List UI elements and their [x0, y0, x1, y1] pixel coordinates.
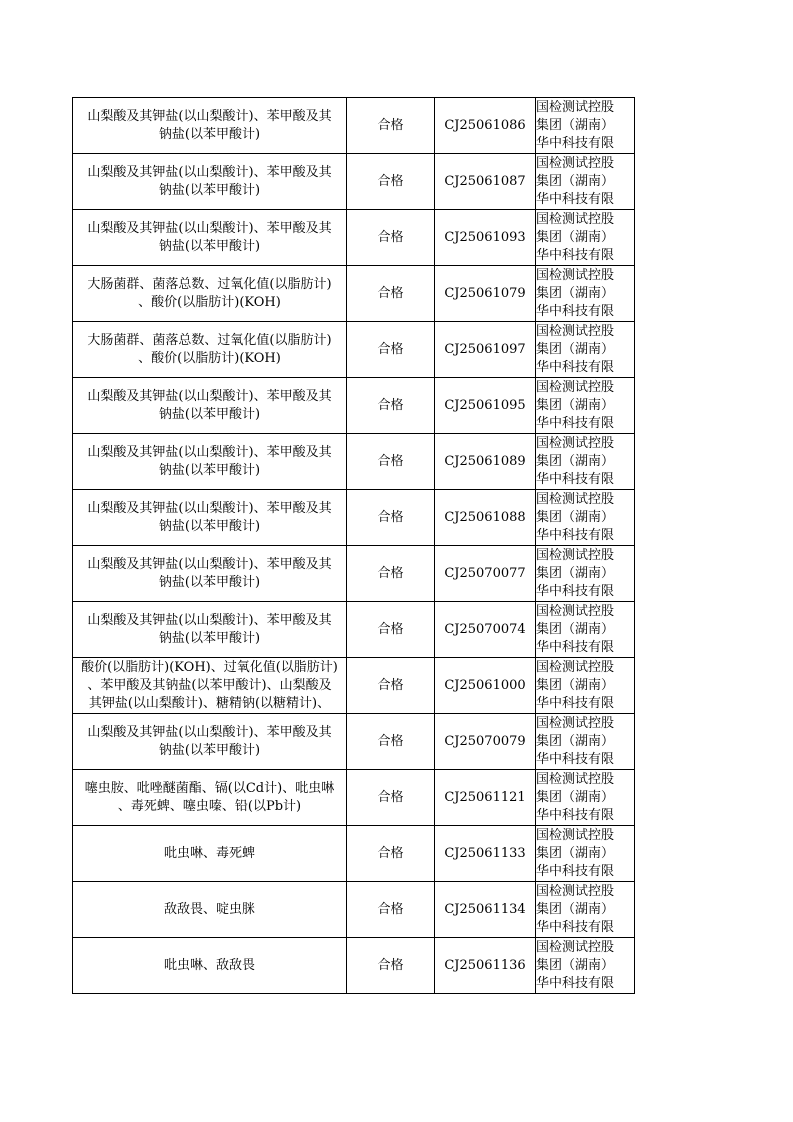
test-items-cell	[73, 658, 347, 714]
testing-org-line: 国检测试控股	[536, 715, 615, 731]
testing-org-line: 国检测试控股	[536, 99, 615, 115]
test-items-line: 吡虫啉、敌敌畏	[163, 957, 255, 973]
test-items-cell	[73, 322, 347, 378]
test-items-cell	[73, 434, 347, 490]
test-items-line: 酸价(以脂肪计)(KOH)、过氧化值(以脂肪计)	[81, 659, 338, 675]
test-items-line: 钠盐(以苯甲酸计)	[158, 182, 261, 198]
test-items-line: 山梨酸及其钾盐(以山梨酸计)、苯甲酸及其	[87, 444, 332, 460]
testing-org-line: 华中科技有限	[536, 695, 615, 711]
test-items-cell	[73, 98, 347, 154]
test-items-line: 敌敌畏、啶虫脒	[163, 901, 255, 917]
test-items-cell	[73, 602, 347, 658]
testing-org-cell	[536, 658, 635, 714]
test-items-line: 山梨酸及其钾盐(以山梨酸计)、苯甲酸及其	[87, 164, 332, 180]
test-items-line: 山梨酸及其钾盐(以山梨酸计)、苯甲酸及其	[87, 220, 332, 236]
testing-org-cell	[536, 98, 635, 154]
testing-org-cell	[536, 546, 635, 602]
test-items-line: 钠盐(以苯甲酸计)	[158, 518, 261, 534]
testing-org-line: 国检测试控股	[536, 771, 615, 787]
report-number-cell: CJ25061097	[435, 322, 536, 378]
test-items-cell	[73, 210, 347, 266]
test-items-line: 山梨酸及其钾盐(以山梨酸计)、苯甲酸及其	[87, 108, 332, 124]
report-number-cell: CJ25061088	[435, 490, 536, 546]
testing-org-cell	[536, 378, 635, 434]
test-items-line: 吡虫啉、毒死蜱	[163, 845, 255, 861]
testing-org-line: 国检测试控股	[536, 659, 615, 675]
testing-org-line: 集团（湖南）	[536, 173, 615, 189]
testing-org-cell	[536, 210, 635, 266]
result-cell: 合格	[347, 98, 435, 154]
testing-org-line: 国检测试控股	[536, 323, 615, 339]
result-cell: 合格	[347, 826, 435, 882]
testing-org-line: 集团（湖南）	[536, 285, 615, 301]
result-cell: 合格	[347, 434, 435, 490]
test-items-line: 钠盐(以苯甲酸计)	[158, 406, 261, 422]
test-items-cell	[73, 490, 347, 546]
testing-org-line: 集团（湖南）	[536, 397, 615, 413]
table-body	[73, 98, 635, 994]
table-row	[73, 266, 635, 322]
testing-org-line: 国检测试控股	[536, 435, 615, 451]
table-row	[73, 882, 635, 938]
testing-org-line: 华中科技有限	[536, 751, 615, 767]
report-number-cell: CJ25061089	[435, 434, 536, 490]
test-items-line: 噻虫胺、吡唑醚菌酯、镉(以Cd计)、吡虫啉	[84, 780, 335, 796]
result-cell: 合格	[347, 938, 435, 994]
result-cell: 合格	[347, 770, 435, 826]
result-cell: 合格	[347, 714, 435, 770]
test-items-line: 钠盐(以苯甲酸计)	[158, 462, 261, 478]
result-cell: 合格	[347, 210, 435, 266]
test-items-line: 钠盐(以苯甲酸计)	[158, 238, 261, 254]
test-items-line: 山梨酸及其钾盐(以山梨酸计)、苯甲酸及其	[87, 500, 332, 516]
table-row	[73, 378, 635, 434]
result-cell: 合格	[347, 490, 435, 546]
report-number-cell: CJ25070074	[435, 602, 536, 658]
report-number-cell: CJ25061133	[435, 826, 536, 882]
testing-org-line: 华中科技有限	[536, 303, 615, 319]
testing-org-line: 华中科技有限	[536, 583, 615, 599]
testing-org-line: 华中科技有限	[536, 919, 615, 935]
test-items-line: 山梨酸及其钾盐(以山梨酸计)、苯甲酸及其	[87, 388, 332, 404]
table-row	[73, 546, 635, 602]
testing-org-cell	[536, 322, 635, 378]
test-items-line: 山梨酸及其钾盐(以山梨酸计)、苯甲酸及其	[87, 556, 332, 572]
result-cell: 合格	[347, 658, 435, 714]
test-items-line: 山梨酸及其钾盐(以山梨酸计)、苯甲酸及其	[87, 724, 332, 740]
testing-org-line: 国检测试控股	[536, 491, 615, 507]
test-items-line: 钠盐(以苯甲酸计)	[158, 742, 261, 758]
testing-org-cell	[536, 154, 635, 210]
result-cell: 合格	[347, 602, 435, 658]
testing-org-line: 国检测试控股	[536, 547, 615, 563]
result-cell: 合格	[347, 154, 435, 210]
testing-org-line: 华中科技有限	[536, 975, 615, 991]
testing-org-cell	[536, 770, 635, 826]
test-items-line: 、毒死蜱、噻虫嗪、铅(以Pb计)	[117, 798, 302, 814]
test-items-line: 山梨酸及其钾盐(以山梨酸计)、苯甲酸及其	[87, 612, 332, 628]
report-number-cell: CJ25061134	[435, 882, 536, 938]
testing-org-line: 集团（湖南）	[536, 117, 615, 133]
test-items-line: 钠盐(以苯甲酸计)	[158, 126, 261, 142]
table-row	[73, 154, 635, 210]
report-number-cell: CJ25061079	[435, 266, 536, 322]
test-items-cell	[73, 378, 347, 434]
testing-org-line: 华中科技有限	[536, 639, 615, 655]
testing-org-line: 华中科技有限	[536, 415, 615, 431]
testing-org-line: 华中科技有限	[536, 527, 615, 543]
testing-org-cell	[536, 602, 635, 658]
test-items-cell	[73, 154, 347, 210]
testing-org-line: 集团（湖南）	[536, 621, 615, 637]
test-items-cell	[73, 826, 347, 882]
testing-org-cell	[536, 714, 635, 770]
test-items-cell	[73, 546, 347, 602]
testing-org-line: 集团（湖南）	[536, 229, 615, 245]
testing-org-line: 华中科技有限	[536, 247, 615, 263]
testing-org-line: 国检测试控股	[536, 155, 615, 171]
testing-org-cell	[536, 938, 635, 994]
testing-org-line: 集团（湖南）	[536, 901, 615, 917]
table-row	[73, 826, 635, 882]
testing-org-line: 华中科技有限	[536, 471, 615, 487]
report-number-cell: CJ25070079	[435, 714, 536, 770]
testing-org-line: 国检测试控股	[536, 267, 615, 283]
report-number-cell: CJ25061087	[435, 154, 536, 210]
result-cell: 合格	[347, 378, 435, 434]
result-cell: 合格	[347, 266, 435, 322]
test-items-cell	[73, 882, 347, 938]
testing-org-line: 集团（湖南）	[536, 845, 615, 861]
testing-org-line: 集团（湖南）	[536, 341, 615, 357]
testing-org-line: 国检测试控股	[536, 939, 615, 955]
testing-org-line: 国检测试控股	[536, 603, 615, 619]
testing-org-line: 集团（湖南）	[536, 453, 615, 469]
testing-org-line: 集团（湖南）	[536, 957, 615, 973]
testing-org-cell	[536, 882, 635, 938]
table-row	[73, 714, 635, 770]
report-number-cell: CJ25061093	[435, 210, 536, 266]
test-items-cell	[73, 770, 347, 826]
report-number-cell: CJ25070077	[435, 546, 536, 602]
testing-org-line: 集团（湖南）	[536, 509, 615, 525]
testing-org-cell	[536, 490, 635, 546]
table-row	[73, 98, 635, 154]
inspection-results-table	[72, 97, 635, 994]
testing-org-line: 国检测试控股	[536, 211, 615, 227]
table-row	[73, 602, 635, 658]
testing-org-line: 华中科技有限	[536, 359, 615, 375]
result-cell: 合格	[347, 546, 435, 602]
table-row	[73, 938, 635, 994]
report-number-cell: CJ25061086	[435, 98, 536, 154]
testing-org-cell	[536, 826, 635, 882]
report-number-cell: CJ25061095	[435, 378, 536, 434]
testing-org-line: 国检测试控股	[536, 827, 615, 843]
testing-org-line: 华中科技有限	[536, 863, 615, 879]
table-row	[73, 322, 635, 378]
testing-org-line: 国检测试控股	[536, 883, 615, 899]
test-items-cell	[73, 266, 347, 322]
testing-org-line: 国检测试控股	[536, 379, 615, 395]
testing-org-line: 集团（湖南）	[536, 677, 615, 693]
table-row	[73, 770, 635, 826]
testing-org-line: 集团（湖南）	[536, 565, 615, 581]
testing-org-line: 华中科技有限	[536, 135, 615, 151]
test-items-line: 大肠菌群、菌落总数、过氧化值(以脂肪计)	[87, 332, 332, 348]
test-items-line: 其钾盐(以山梨酸计)、糖精钠(以糖精计)、	[88, 695, 331, 711]
table-row	[73, 490, 635, 546]
test-items-line: 钠盐(以苯甲酸计)	[158, 574, 261, 590]
test-items-line: 、苯甲酸及其钠盐(以苯甲酸计)、山梨酸及	[87, 677, 332, 693]
test-items-line: 、酸价(以脂肪计)(KOH)	[138, 350, 281, 366]
testing-org-line: 华中科技有限	[536, 807, 615, 823]
table-row	[73, 434, 635, 490]
testing-org-line: 集团（湖南）	[536, 789, 615, 805]
test-items-line: 大肠菌群、菌落总数、过氧化值(以脂肪计)	[87, 276, 332, 292]
result-cell: 合格	[347, 322, 435, 378]
test-items-line: 、酸价(以脂肪计)(KOH)	[138, 294, 281, 310]
report-number-cell: CJ25061121	[435, 770, 536, 826]
test-items-line: 钠盐(以苯甲酸计)	[158, 630, 261, 646]
test-items-cell	[73, 714, 347, 770]
result-cell: 合格	[347, 882, 435, 938]
report-number-cell: CJ25061000	[435, 658, 536, 714]
table-row	[73, 210, 635, 266]
testing-org-line: 华中科技有限	[536, 191, 615, 207]
testing-org-cell	[536, 266, 635, 322]
testing-org-line: 集团（湖南）	[536, 733, 615, 749]
testing-org-cell	[536, 434, 635, 490]
report-number-cell: CJ25061136	[435, 938, 536, 994]
table-row	[73, 658, 635, 714]
test-items-cell	[73, 938, 347, 994]
